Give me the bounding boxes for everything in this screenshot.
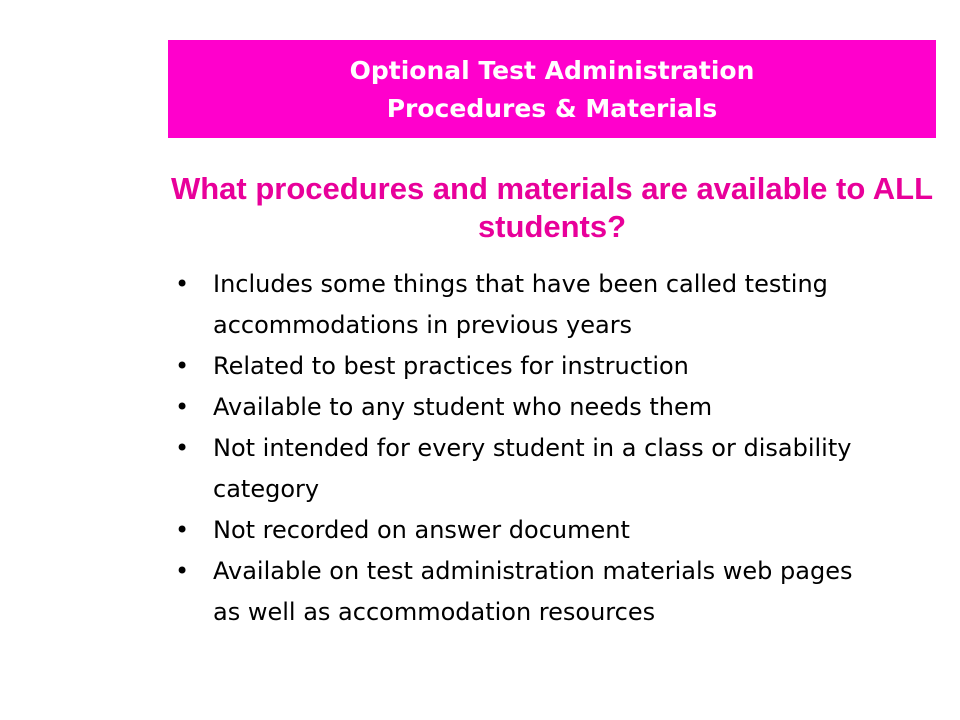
bullet-marker: • (175, 434, 190, 462)
bullet-item (172, 346, 872, 387)
bullet-text: Not intended for every student in a class or disability category (213, 434, 852, 503)
bullet-marker: • (175, 393, 190, 421)
bullet-text: Available on test administration materials web pages as well as accommodation resources (213, 557, 853, 626)
bullet-text: Available to any student who needs them (213, 393, 713, 421)
slide-subtitle: What procedures and materials are available to ALL students? (170, 171, 934, 244)
bullet-text: Not recorded on answer document (213, 516, 630, 544)
bullet-marker: • (175, 557, 190, 585)
bullet-item (172, 510, 872, 551)
bullet-text: Related to best practices for instruction (213, 352, 689, 380)
bullet-item (172, 264, 872, 346)
bullet-marker: • (175, 516, 190, 544)
bullet-item (172, 428, 872, 510)
bullet-list (172, 264, 872, 633)
header-title-line-2: Procedures & Materials (386, 94, 718, 123)
bullet-text: Includes some things that have been called testing accommodations in previous years (213, 270, 828, 339)
header-banner (168, 40, 936, 138)
header-title-line-1: Optional Test Administration (349, 56, 755, 85)
bullet-item (172, 387, 872, 428)
bullet-marker: • (175, 270, 190, 298)
bullet-marker: • (175, 352, 190, 380)
bullet-item (172, 551, 872, 633)
